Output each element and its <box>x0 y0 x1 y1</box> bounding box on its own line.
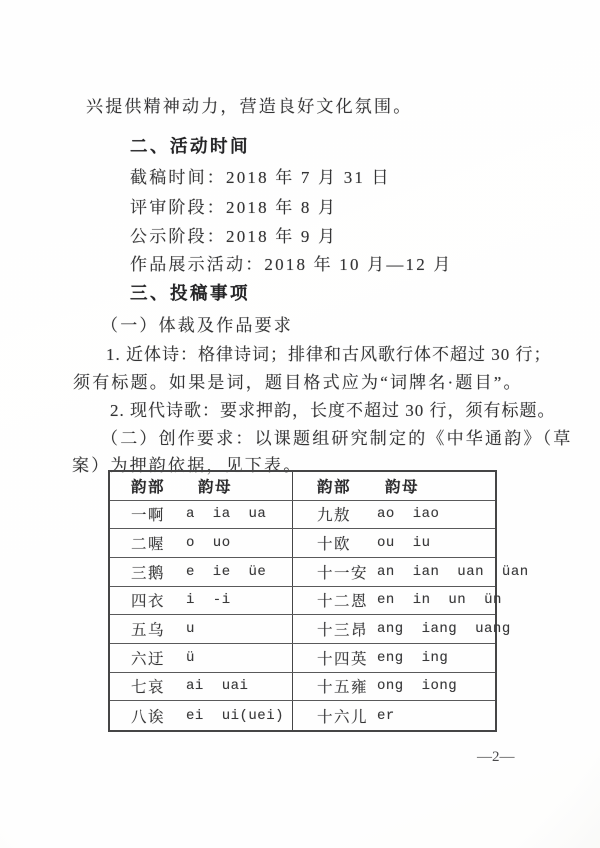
item2-line: 2. 现代诗歌：要求押韵，长度不超过 30 行，须有标题。 <box>110 401 556 420</box>
item1-line1: 1. 近体诗：格律诗词；排律和古风歌行体不超过 30 行； <box>106 345 552 364</box>
rhyme-group-label: 十三昂 <box>317 622 369 640</box>
section-heading-activity-time: 二、活动时间 <box>130 136 250 156</box>
publicity-phase-line: 公示阶段：2018 年 9 月 <box>130 227 338 246</box>
table-row <box>110 558 529 587</box>
item1-line2: 须有标题。如果是词，题目格式应为“词牌名·题目”。 <box>73 373 523 392</box>
table-cell-left <box>110 558 292 586</box>
table-cell-right <box>292 673 495 701</box>
table-header-right <box>292 472 495 500</box>
rhyme-group-label: 二喔 <box>131 536 166 554</box>
rhyme-group-label: 八诶 <box>131 708 166 726</box>
rhyme-scheme-table <box>108 470 529 732</box>
table-cell-left <box>110 701 292 730</box>
table-cell-right <box>292 644 495 672</box>
table-cell-right <box>292 587 502 615</box>
rhyme-group-label: 七哀 <box>131 679 166 697</box>
rhyme-group-label: 十四英 <box>317 650 369 668</box>
review-phase-line: 评审阶段：2018 年 8 月 <box>130 198 338 217</box>
table-row <box>110 501 495 530</box>
deadline-line: 截稿时间：2018 年 7 月 31 日 <box>130 168 391 187</box>
subsection-genre-requirements: （一）体裁及作品要求 <box>101 316 293 335</box>
table-cell-left <box>110 673 292 701</box>
rhyme-group-label: 三鹅 <box>131 564 166 582</box>
rhyme-finals: ang iang uang <box>377 621 511 638</box>
rhyme-finals: an ian uan üan <box>377 563 529 580</box>
table-cell-left <box>110 529 292 557</box>
rhyme-group-label: 六迂 <box>131 650 166 668</box>
subsection-creation-requirements-line2: 案）为押韵依据，见下表。 <box>72 456 303 475</box>
table-row <box>110 615 511 644</box>
table-row <box>110 529 495 558</box>
table-header-left <box>110 472 292 500</box>
table-cell-left <box>110 615 292 643</box>
rhyme-finals: i -i <box>186 592 231 609</box>
rhyme-finals: ü <box>186 649 195 666</box>
header-rhyme-group-right: 韵部 <box>317 478 352 496</box>
rhyme-group-label: 九敖 <box>317 507 352 525</box>
rhyme-group-label: 四衣 <box>131 593 166 611</box>
subsection-creation-requirements-line1: （二）创作要求：以课题组研究制定的《中华通韵》（草 <box>101 429 573 448</box>
table-cell-left <box>110 501 292 529</box>
rhyme-finals: ao iao <box>377 506 440 523</box>
table-cell-left <box>110 644 292 672</box>
rhyme-finals: u <box>186 621 195 638</box>
section-heading-submission: 三、投稿事项 <box>130 283 250 303</box>
header-rhyme-group-left: 韵部 <box>131 478 166 496</box>
table-row <box>110 701 495 730</box>
rhyme-finals: ou iu <box>377 535 431 552</box>
table-cell-right <box>292 529 495 557</box>
table-row <box>110 673 495 702</box>
rhyme-finals: e ie üe <box>186 563 267 580</box>
rhyme-finals: eng ing <box>377 649 449 666</box>
table-cell-left <box>110 587 292 615</box>
rhyme-group-label: 十一安 <box>317 564 369 582</box>
table-row <box>110 587 502 616</box>
rhyme-finals: a ia ua <box>186 506 267 523</box>
table-header-row <box>110 472 495 501</box>
intro-paragraph-tail: 兴提供精神动力，营造良好文化氛围。 <box>86 97 413 116</box>
table-cell-right <box>292 501 495 529</box>
rhyme-group-label: 十五雍 <box>317 679 369 697</box>
rhyme-group-label: 十二恩 <box>317 593 369 611</box>
header-finals-left: 韵母 <box>198 478 233 496</box>
rhyme-group-label: 十欧 <box>317 536 352 554</box>
rhyme-finals: ai uai <box>186 678 249 695</box>
table-cell-right <box>292 558 529 586</box>
rhyme-group-label: 五乌 <box>131 622 166 640</box>
rhyme-group-label: 一啊 <box>131 507 166 525</box>
exhibition-phase-line: 作品展示活动：2018 年 10 月—12 月 <box>130 255 453 274</box>
rhyme-finals: ei ui(uei) <box>186 707 285 724</box>
table-cell-right <box>292 615 511 643</box>
rhyme-finals: en in un ün <box>377 592 502 609</box>
rhyme-finals: er <box>377 707 395 724</box>
table-cell-right <box>292 701 495 730</box>
rhyme-group-label: 十六儿 <box>317 708 369 726</box>
rhyme-finals: o uo <box>186 535 231 552</box>
page-number: —2— <box>477 749 515 765</box>
table-row <box>110 644 495 673</box>
header-finals-right: 韵母 <box>385 478 420 496</box>
rhyme-finals: ong iong <box>377 678 458 695</box>
